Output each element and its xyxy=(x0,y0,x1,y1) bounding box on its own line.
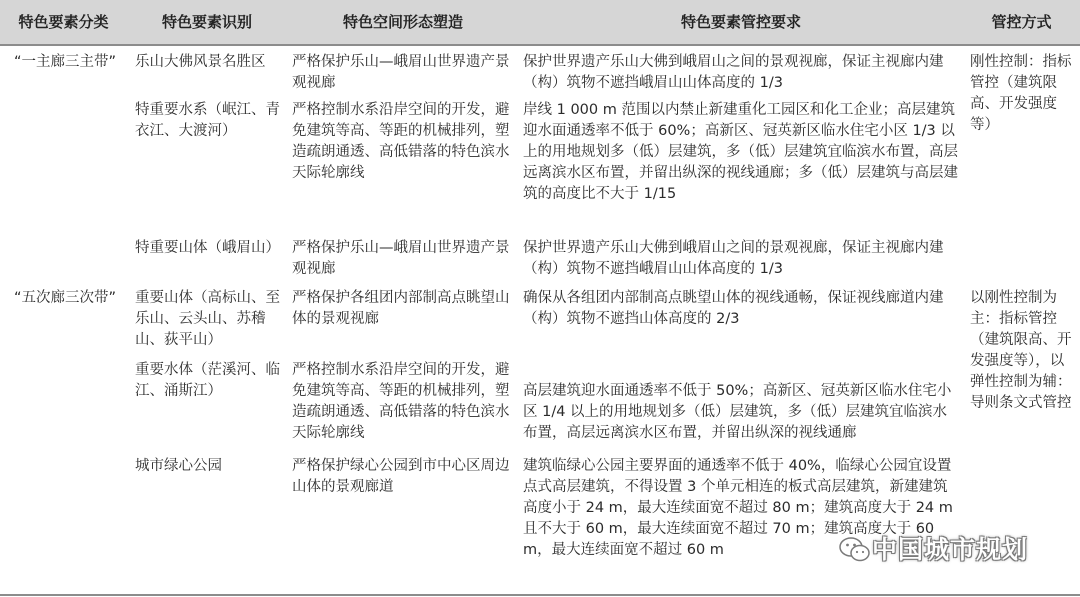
watermark-text: 中国城市规划 xyxy=(872,535,1029,564)
row2-shaping: 严格控制水系沿岸空间的开发，避免建筑等高、等距的机械排列，塑造疏朗通透、高低错落的特色滨水天际轮廓线 xyxy=(292,102,510,181)
row5-shaping: 严格控制水系沿岸空间的开发，避免建筑等高、等距的机械排列，塑造疏朗通透、高低错落的特色滨水天际轮廓线 xyxy=(292,362,510,441)
row5-element: 重要水体（茫溪河、临江、涌斯江） xyxy=(135,362,280,399)
row6-element: 城市绿心公园 xyxy=(135,458,222,474)
header-shaping: 特色空间形态塑造 xyxy=(342,13,463,31)
header-category: 特色要素分类 xyxy=(18,13,109,31)
row4-requirement: 确保从各组团内部制高点眺望山体的视线通畅，保证视线廊道内建（构）筑物不遮挡山体高度的 2/3 xyxy=(523,290,944,327)
table-bottom-rule xyxy=(0,594,1080,596)
row4-category: “五次廊三次带” xyxy=(14,290,117,306)
row1-method: 刚性控制：指标管控（建筑限高、开发强度等） xyxy=(970,54,1072,133)
row1-shaping: 严格保护乐山—峨眉山世界遗产景观视廊 xyxy=(292,54,510,91)
row5-requirement: 高层建筑迎水面通透率不低于 50%；高新区、冠英新区临水住宅小区 1/4 以上的用地规划多（低）层建筑，多（低）层建筑宜临滨水布置，高层远离滨水区布置，并留出纵深的视线通廊 xyxy=(523,383,952,441)
row4-shaping: 严格保护各组团内部制高点眺望山体的景观视廊 xyxy=(292,290,510,327)
row4-method: 以刚性控制为主：指标管控（建筑限高、开发强度等），以弹性控制为辅：导则条文式管控 xyxy=(970,290,1072,411)
header-method: 管控方式 xyxy=(991,13,1052,31)
row3-shaping: 严格保护乐山—峨眉山世界遗产景观视廊 xyxy=(292,240,510,277)
row2-element: 特重要水系（岷江、青衣江、大渡河） xyxy=(135,102,280,139)
table-header xyxy=(0,0,1080,46)
row6-shaping: 严格保护绿心公园到市中心区周边山体的景观廊道 xyxy=(292,458,510,495)
wechat-icon xyxy=(838,536,872,564)
watermark xyxy=(838,534,1074,566)
row1-requirement: 保护世界遗产乐山大佛到峨眉山之间的景观视廊，保证主视廊内建（构）筑物不遮挡峨眉山山体高度的 1/3 xyxy=(523,54,944,91)
header-element: 特色要素识别 xyxy=(161,13,252,31)
row2-requirement: 岸线 1 000 m 范围以内禁止新建重化工园区和化工企业；高层建筑迎水面通透率不低于 60%；高新区、冠英新区临水住宅小区 1/3 以上的用地规划多（低）层建筑，多（低）层建筑宜临滨水布置，高层远离滨水区布置，并留出纵深的视线通廊；多（低）层建筑与高层建筑的高度比不大于 1/15 xyxy=(523,102,958,202)
header-requirement: 特色要素管控要求 xyxy=(680,13,801,31)
row3-element: 特重要山体（峨眉山） xyxy=(135,240,280,256)
row6-requirement: 建筑临绿心公园主要界面的通透率不低于 40%，临绿心公园宜设置点式高层建筑，不得设置 3 个单元相连的板式高层建筑，新建建筑高度小于 24 m，最大连续面宽不超过 80 m；建筑高度大于 24 m 且不大于 60 m，最大连续面宽不超过 70 m；建筑高度大于 60 m，最大连续面宽不超过 60 m xyxy=(523,458,953,558)
row4-element: 重要山体（高标山、至乐山、云头山、苏稽山、荻平山） xyxy=(135,290,280,348)
row3-requirement: 保护世界遗产乐山大佛到峨眉山之间的景观视廊，保证主视廊内建（构）筑物不遮挡峨眉山山体高度的 1/3 xyxy=(523,240,944,277)
row1-element: 乐山大佛风景名胜区 xyxy=(135,54,266,70)
row1-category: “一主廊三主带” xyxy=(14,54,117,70)
